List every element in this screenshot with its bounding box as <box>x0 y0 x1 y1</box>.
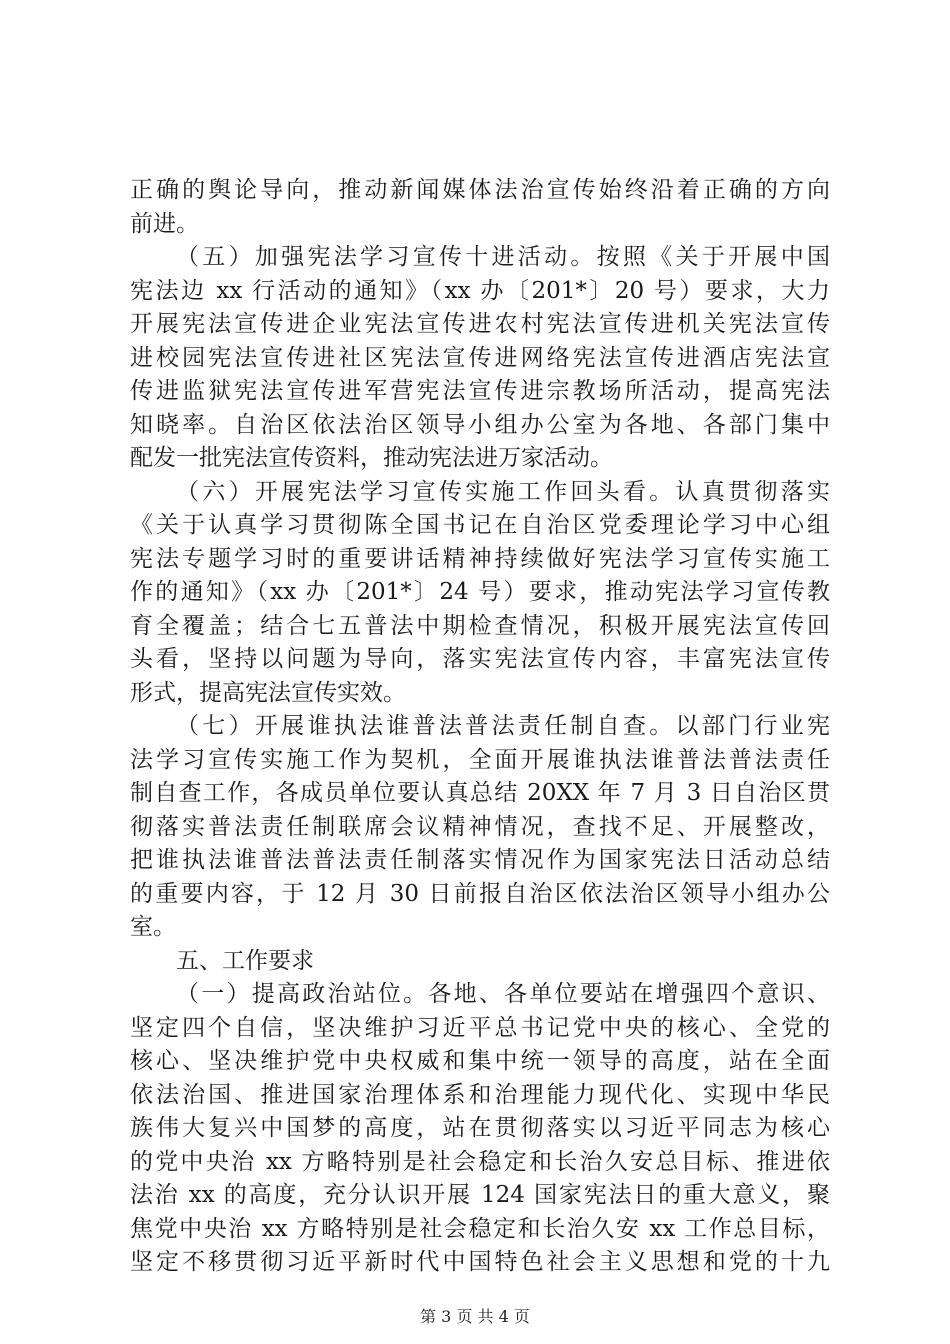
section-heading-7: （七）开展谁执法谁普法普法责任制自查。以部门行业宪 <box>176 713 830 739</box>
text-line: 前进。 <box>130 210 199 237</box>
text-line: 坚定不移贯彻习近平新时代中国特色社会主义思想和党的十九 <box>130 1249 830 1275</box>
text-line: 作的通知》（xx 办〔201*〕24 号）要求，推动宪法学习宣传教 <box>130 579 830 605</box>
text-line: 彻落实普法责任制联席会议精神情况，查找不足、开展整改， <box>130 813 830 840</box>
text-line: 的党中央治 xx 方略特别是社会稳定和长治久安总目标、推进依 <box>130 1148 830 1175</box>
chapter-heading: 五、工作要求 <box>176 947 314 974</box>
text-line: 宪法专题学习时的重要讲话精神持续做好宪法学习宣传实施工 <box>130 545 830 572</box>
text-line: 室。 <box>130 914 176 940</box>
page-number-footer: 第 3 页 共 4 页 <box>420 1307 530 1326</box>
text-line: 核心、坚决维护党中央权威和集中统一领导的高度，站在全面 <box>130 1048 830 1074</box>
section-heading-6: （六）开展宪法学习宣传实施工作回头看。认真贯彻落实 <box>176 478 830 505</box>
text-line: 头看，坚持以问题为导向，落实宪法宣传内容，丰富宪法宣传 <box>130 646 830 672</box>
text-line: 传进监狱宪法宣传进军营宪法宣传进宗教场所活动，提高宪法 <box>130 378 830 404</box>
text-line: 形式，提高宪法宣传实效。 <box>130 679 406 706</box>
text-line: 坚定四个自信，坚决维护习近平总书记党中央的核心、全党的 <box>130 1014 830 1041</box>
text-line: 宪法边 xx 行活动的通知》（xx 办〔201*〕20 号）要求，大力 <box>130 277 830 304</box>
text-line: 的重要内容，于 12 月 30 日前报自治区依法治区领导小组办公 <box>130 880 830 907</box>
text-line: 知晓率。自治区依法治区领导小组办公室为各地、各部门集中 <box>130 411 830 438</box>
text-line: 正确的舆论导向，推动新闻媒体法治宣传始终沿着正确的方向 <box>130 177 830 203</box>
text-line: 焦党中央治 xx 方略特别是社会稳定和长治久安 xx 工作总目标， <box>130 1215 830 1242</box>
text-line: 把谁执法谁普法普法责任制落实情况作为国家宪法日活动总结 <box>130 847 830 873</box>
text-line: 进校园宪法宣传进社区宪法宣传进网络宪法宣传进酒店宪法宣 <box>130 344 830 371</box>
text-line: 法治 xx 的高度，充分认识开展 124 国家宪法日的重大意义，聚 <box>130 1182 830 1208</box>
text-line: 配发一批宪法宣传资料，推动宪法进万家活动。 <box>130 445 613 471</box>
document-body <box>130 174 830 1280</box>
section-heading-1: （一）提高政治站位。各地、各单位要站在增强四个意识、 <box>176 981 830 1007</box>
text-line: 法学习宣传实施工作为契机，全面开展谁执法谁普法普法责任 <box>130 746 830 773</box>
text-line: 制自查工作，各成员单位要认真总结 20XX 年 7 月 3 日自治区贯 <box>130 780 830 806</box>
text-line: 依法治国、推进国家治理体系和治理能力现代化、实现中华民 <box>130 1081 830 1108</box>
section-heading-5: （五）加强宪法学习宣传十进活动。按照《关于开展中国 <box>176 244 830 270</box>
text-line: 《关于认真学习贯彻陈全国书记在自治区党委理论学习中心组 <box>130 512 830 538</box>
text-line: 族伟大复兴中国梦的高度，站在贯彻落实以习近平同志为核心 <box>130 1115 830 1141</box>
text-line: 开展宪法宣传进企业宪法宣传进农村宪法宣传进机关宪法宣传 <box>130 311 830 337</box>
text-line: 育全覆盖；结合七五普法中期检查情况，积极开展宪法宣传回 <box>130 612 830 639</box>
